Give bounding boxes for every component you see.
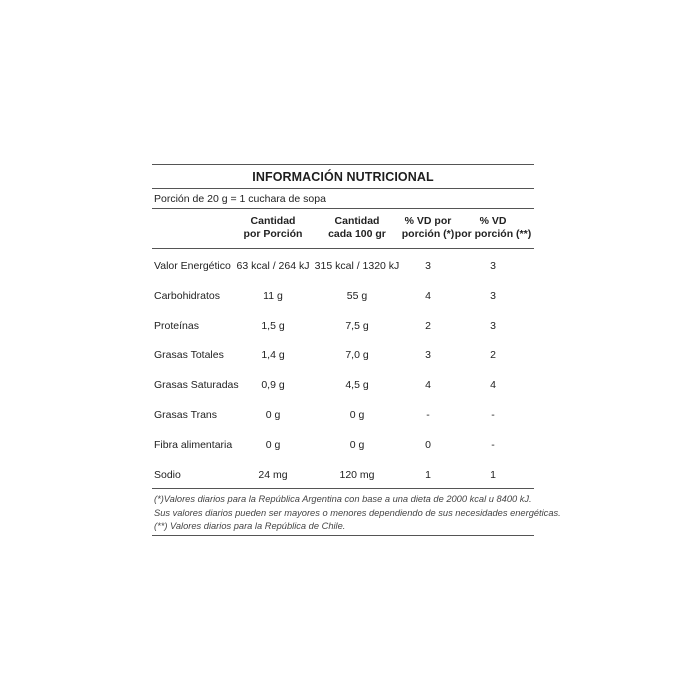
serving-divider [152, 208, 534, 209]
nutrient-value: 0 g [349, 409, 365, 421]
nutrient-value: 1 [490, 469, 496, 481]
nutrition-facts-panel [152, 164, 561, 536]
column-header-vd-chile: % VD por porción (**) [454, 215, 532, 240]
nutrient-value: 3 [490, 260, 496, 272]
nutrient-value: 315 kcal / 1320 kJ [314, 260, 400, 272]
nutrient-value: 55 g [346, 290, 368, 302]
nutrient-value: - [426, 409, 430, 421]
column-header-vd-argentina: % VD por porción (*) [401, 215, 455, 240]
bottom-rule [152, 535, 534, 536]
top-rule [152, 164, 534, 165]
footnote-variation: Sus valores diarios pueden ser mayores o menores dependiendo de sus necesidades energéticas. [154, 507, 561, 518]
nutrient-value: 1,4 g [261, 349, 285, 361]
nutrient-value: 4 [490, 379, 496, 391]
nutrient-label: Grasas Saturadas [154, 379, 239, 391]
footnote-chile: (**) Valores diarios para la República de Chile. [154, 521, 346, 531]
nutrient-value: 1 [425, 469, 431, 481]
nutrient-value: 0 g [349, 439, 365, 451]
nutrient-label: Carbohidratos [154, 290, 220, 302]
nutrient-value: 0,9 g [261, 379, 285, 391]
footnotes [154, 493, 561, 534]
footnote-argentina: (*)Valores diarios para la República Argentina con base a una dieta de 2000 kcal u 8400 kJ. [154, 494, 532, 504]
nutrient-label: Valor Energético [154, 260, 231, 272]
nutrient-value: - [491, 409, 495, 421]
notes-divider [152, 488, 534, 489]
serving-size: Porción de 20 g = 1 cuchara de sopa [154, 193, 326, 205]
nutrient-value: 4 [425, 379, 431, 391]
nutrient-value: 0 g [265, 409, 281, 421]
header-divider [152, 248, 534, 249]
nutrient-label: Sodio [154, 469, 181, 481]
nutrient-value: 7,0 g [345, 349, 369, 361]
nutrient-label: Fibra alimentaria [154, 439, 233, 451]
nutrient-value: 2 [490, 349, 496, 361]
nutrient-value: 3 [490, 290, 496, 302]
nutrient-value: - [491, 439, 495, 451]
nutrient-value: 1,5 g [261, 320, 285, 332]
panel-title: INFORMACIÓN NUTRICIONAL [252, 170, 434, 184]
nutrient-value: 24 mg [258, 469, 288, 481]
nutrient-value: 0 [425, 439, 431, 451]
title-divider [152, 188, 534, 189]
nutrient-value: 3 [425, 349, 431, 361]
nutrient-label: Proteínas [154, 320, 199, 332]
column-header-per-100g: Cantidad cada 100 gr [328, 215, 386, 240]
nutrient-value: 7,5 g [345, 320, 369, 332]
nutrient-value: 4 [425, 290, 431, 302]
nutrient-value: 11 g [263, 290, 283, 302]
column-header-per-portion: Cantidad por Porción [243, 215, 303, 240]
nutrient-value: 120 mg [339, 469, 375, 481]
nutrient-value: 63 kcal / 264 kJ [236, 260, 310, 272]
nutrient-label: Grasas Totales [154, 349, 224, 361]
nutrient-label: Grasas Trans [154, 409, 218, 421]
nutrient-value: 3 [425, 260, 431, 272]
nutrient-value: 0 g [265, 439, 281, 451]
nutrient-value: 3 [490, 320, 496, 332]
nutrient-value: 4,5 g [345, 379, 369, 391]
nutrient-value: 2 [425, 320, 431, 332]
